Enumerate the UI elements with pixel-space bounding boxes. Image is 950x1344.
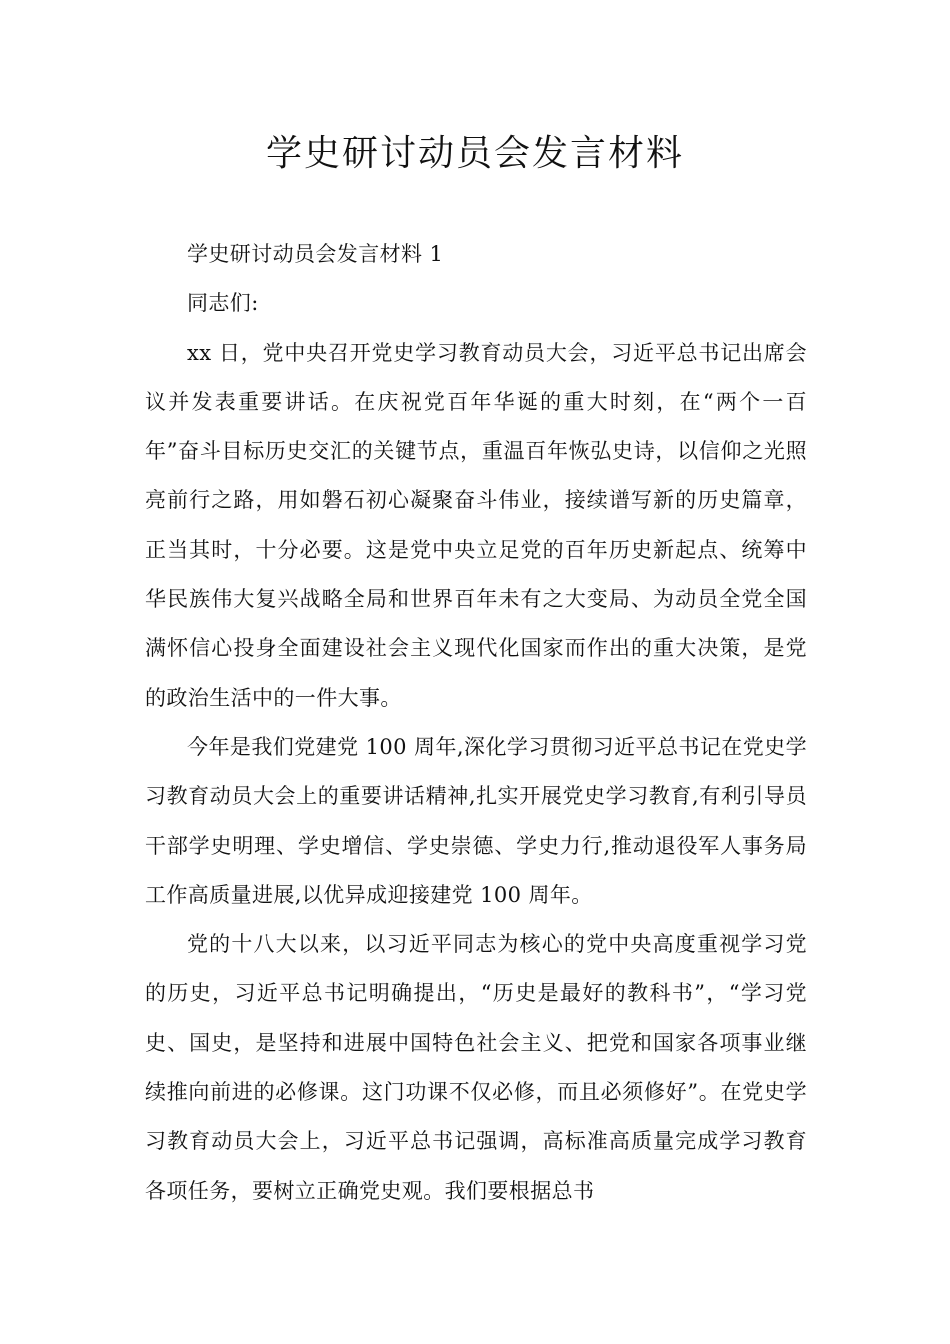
paragraph: xx 日，党中央召开党史学习教育动员大会，习近平总书记出席会议并发表重要讲话。在庆祝党百年华诞的重大时刻，在“两个一百年”奋斗目标历史交汇的关键节点，重温百年恢弘史诗，以信仰之光照亮前行之路，用如磐石初心凝聚奋斗伟业，接续谱写新的历史篇章，正当其时，十分必要。这是党中央立足党的百年历史新起点、统筹中华民族伟大复兴战略全局和世界百年未有之大变局、为动员全党全国满怀信心投身全面建设社会主义现代化国家而作出的重大决策，是党的政治生活中的一件大事。 (145, 340, 807, 710)
document-title: 学史研讨动员会发言材料 (265, 133, 684, 174)
document-body (145, 230, 807, 1216)
paragraph: 党的十八大以来，以习近平同志为核心的党中央高度重视学习党的历史，习近平总书记明确提出，“历史是最好的教科书”，“学习党史、国史，是坚持和进展中国特色社会主义、把党和国家各项事业继续推向前进的必修课。这门功课不仅必修，而且必须修好”。在党史学习教育动员大会上，习近平总书记强调，高标准高质量完成学习教育各项任务，要树立正确党史观。我们要根据总书 (145, 932, 807, 1203)
section-heading: 学史研讨动员会发言材料 1 (187, 242, 444, 266)
paragraph: 今年是我们党建党 100 周年,深化学习贯彻习近平总书记在党史学习教育动员大会上的重要讲话精神,扎实开展党史学习教育,有利引导员干部学史明理、学史增信、学史崇德、学史力行,推动退役军人事务局工作高质量进展,以优异成迎接建党 100 周年。 (145, 734, 807, 907)
salutation: 同志们: (187, 291, 259, 316)
